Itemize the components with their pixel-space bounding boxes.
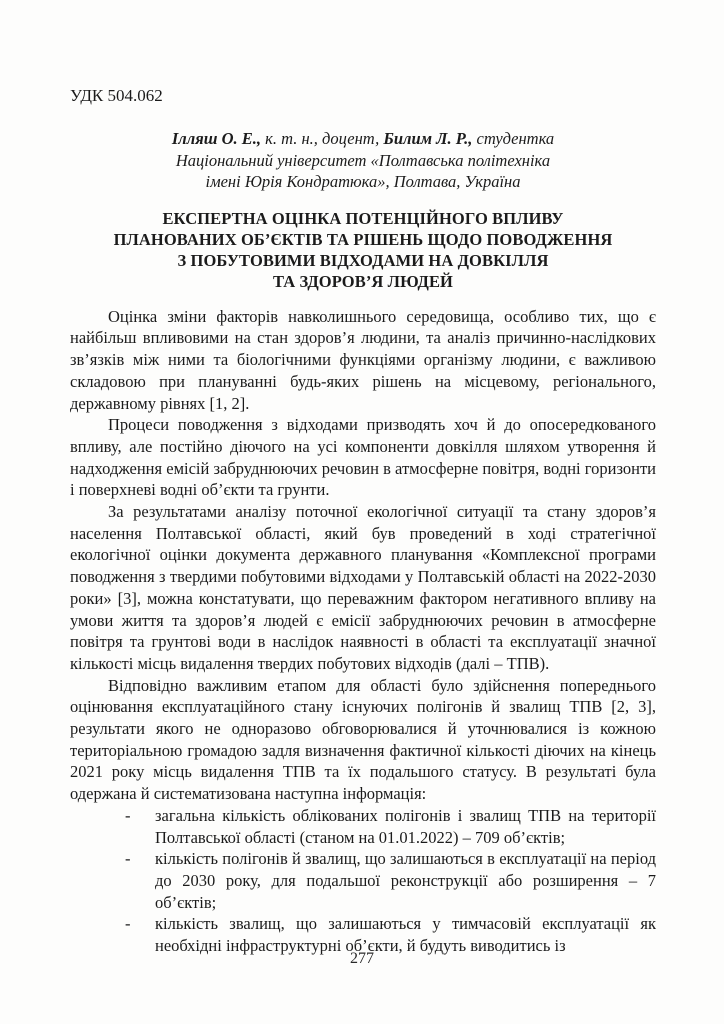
author1-role: к. т. н., доцент, — [261, 129, 384, 148]
author1-name: Ілляш О. Е., — [171, 129, 262, 148]
list-item-text: кількість полігонів й звалищ, що залишаються в експлуатації на період до 2030 року, для подальшої реконструкції або розширення – 7 об’єктів; — [155, 849, 656, 912]
list-item-text: загальна кількість облікованих полігонів і звалищ ТПВ на території Полтавської області (станом на 01.01.2022) – 709 об’єктів; — [155, 805, 656, 847]
title-line-3: З ПОБУТОВИМИ ВІДХОДАМИ НА ДОВКІЛЛЯ — [177, 251, 549, 271]
list-item-text: кількість звалищ, що залишаються у тимчасовій експлуатації як необхідні інфраструктурні об’єкти, й будуть виводитись із — [155, 914, 656, 956]
list-item — [70, 805, 656, 848]
paragraph-2: Процеси поводження з відходами призводять хоч й до опосередкованого впливу, але постійно діючого на усі компоненти довкілля шляхом утворення й надходження емісій забруднюючих речовин в атмосферне повітря, водні горизонти і поверхневі водні об’єкти та грунти. — [70, 415, 656, 500]
author2-name: Билим Л. Р., — [383, 129, 473, 148]
affiliation-line-1: Національний університет «Полтавська політехніка — [175, 150, 551, 170]
affiliation-line-2: імені Юрія Кондратюка», Полтава, Україна — [205, 172, 521, 191]
list-item — [70, 848, 656, 913]
author-byline — [70, 128, 656, 193]
page-content — [70, 85, 656, 957]
title-line-2: ПЛАНОВАНИХ ОБ’ЄКТІВ ТА РІШЕНЬ ЩОДО ПОВОДЖЕННЯ — [113, 229, 613, 249]
title-line-1: ЕКСПЕРТНА ОЦІНКА ПОТЕНЦІЙНОГО ВПЛИВУ — [162, 208, 564, 228]
authors-line — [70, 128, 656, 150]
page-number: 277 — [350, 950, 374, 967]
list-dash-marker: - — [125, 805, 131, 825]
list-dash-marker: - — [125, 849, 131, 869]
author2-role: студентка — [472, 129, 555, 148]
title-line-4: ТА ЗДОРОВ’Я ЛЮДЕЙ — [273, 272, 453, 292]
paragraph-3: За результатами аналізу поточної екологічної ситуації та стану здоров’я населення Полтавської області, який був проведений в ході стратегічної екологічної оцінки документа державного планування «Комплексної програми поводження з твердими побутовими відходами у Полтавській області на 2022-2030 роки» [3], можна констатувати, що переважним фактором негативного впливу на умови життя та здоров’я людей є емісії забруднюючих речовин в атмосферне повітря та грунтові води в наслідок наявності в області та експлуатації значної кількості місць видалення твердих побутових відходів (далі – ТПВ). — [70, 502, 656, 673]
list-dash-marker: - — [125, 914, 131, 934]
article-body — [70, 306, 656, 957]
udc-code: УДК 504.062 — [70, 86, 163, 105]
article-title — [70, 208, 656, 293]
paragraph-4: Відповідно важливим етапом для області було здійснення попереднього оцінювання експлуатаційного стану існуючих полігонів й звалищ ТПВ [2, 3], результати якого не одноразово обговорювалися й уточнювалися із кожною територіальною громадою задля визначення фактичної кількості діючих на кінець 2021 року місць видалення ТПВ та їх подальшого статусу. В результаті була одержана й систематизована наступна інформація: — [70, 675, 656, 804]
tpv-statistics-list — [70, 805, 656, 957]
paragraph-1: Оцінка зміни факторів навколишнього середовища, особливо тих, що є найбільш впливовими на стан здоров’я людини, та аналіз причинно-наслідкових зв’язків між ними та біологічними функціями організму людини, є важливою складовою при плануванні будь-яких рішень на місцевому, регіонального, державному рівнях [1, 2]. — [70, 306, 656, 413]
